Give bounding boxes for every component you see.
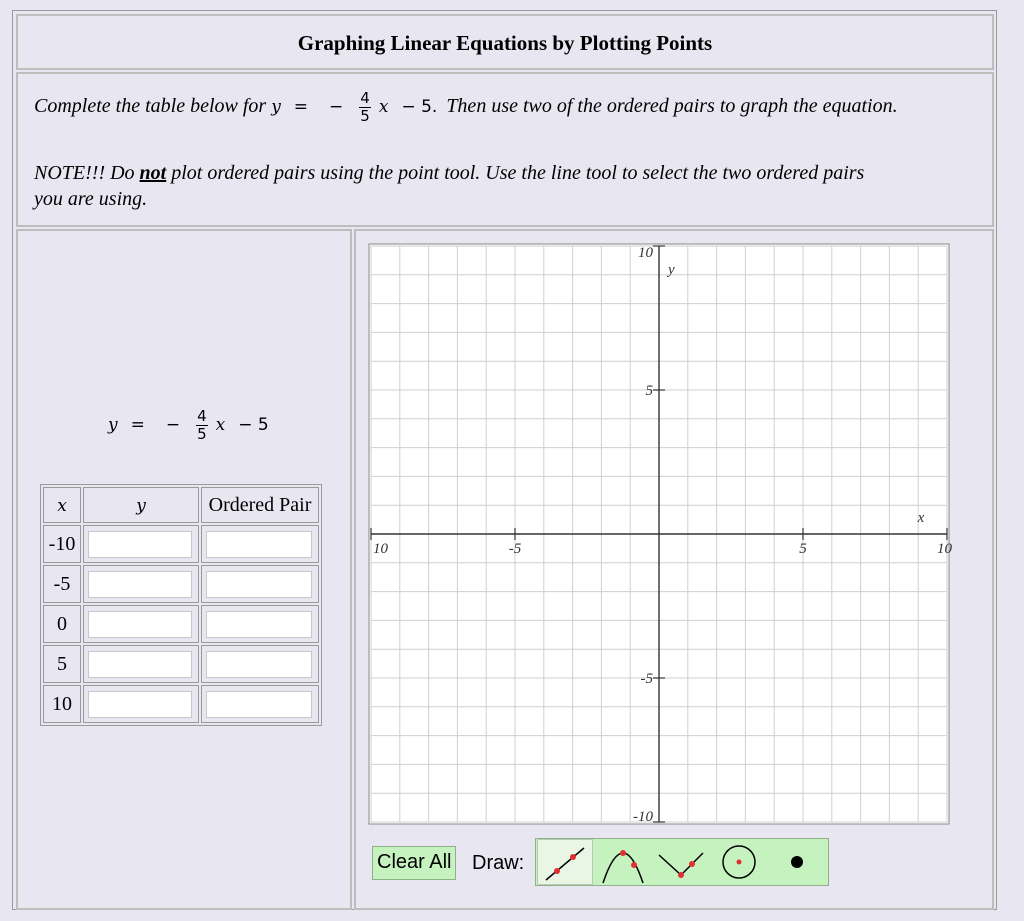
header-ordered-pair: Ordered Pair [201, 487, 319, 523]
note-emphasis: not [139, 162, 167, 184]
table-row [43, 605, 319, 643]
absolute-value-icon [653, 839, 709, 885]
x-value: 10 [43, 685, 81, 723]
x-tick-label: 10 [937, 541, 952, 557]
pair-cell [201, 525, 319, 563]
y-input[interactable] [88, 651, 192, 678]
instruction-equals: = [293, 97, 309, 118]
value-table [40, 484, 322, 726]
equation-numerator: 4 [197, 407, 207, 425]
x-value: -10 [43, 525, 81, 563]
table-header-row [43, 487, 319, 523]
x-tick-label: 10 [373, 541, 388, 557]
parabola-tool-button[interactable] [595, 839, 651, 885]
instruction-y: y [271, 97, 281, 118]
draw-tools [535, 838, 829, 886]
y-cell [83, 565, 199, 603]
x-value: 0 [43, 605, 81, 643]
y-input[interactable] [88, 611, 192, 638]
fraction-denominator: 5 [360, 107, 370, 125]
instruction-fraction [359, 90, 371, 125]
page-title: Graphing Linear Equations by Plotting Points [16, 14, 994, 70]
header-x: x [43, 487, 81, 523]
y-cell [83, 605, 199, 643]
pair-cell [201, 605, 319, 643]
equation-x: x [215, 415, 226, 436]
equation-fraction [196, 408, 208, 443]
y-tick-label: -10 [633, 809, 653, 825]
parabola-icon [595, 839, 651, 885]
equation-display [108, 408, 277, 443]
line-tool-icon [538, 840, 594, 886]
instruction-text-after: Then use two of the ordered pairs to graph the equation. [446, 95, 898, 118]
absolute-value-tool-button[interactable] [653, 839, 709, 885]
y-tick-label: 5 [645, 383, 653, 399]
note-line [34, 162, 864, 185]
x-tick-label: -5 [508, 541, 522, 557]
ordered-pair-input[interactable] [206, 691, 312, 718]
ordered-pair-input[interactable] [206, 611, 312, 638]
pair-cell [201, 565, 319, 603]
note-text-after: plot ordered pairs using the point tool. Use the line tool to select the two ordered pairs [171, 162, 865, 184]
y-input[interactable] [88, 531, 192, 558]
note-text: NOTE!!! Do [34, 162, 135, 184]
table-row [43, 645, 319, 683]
instruction-x: x [378, 97, 389, 118]
y-cell [83, 645, 199, 683]
note-line-2: you are using. [34, 188, 148, 210]
y-input[interactable] [88, 571, 192, 598]
y-axis-label: y [668, 262, 675, 278]
table-row [43, 685, 319, 723]
x-value: -5 [43, 565, 81, 603]
fraction-numerator: 4 [360, 89, 370, 107]
y-cell [83, 685, 199, 723]
instruction-minus-five: − 5. [401, 97, 438, 118]
draw-label: Draw: [472, 852, 525, 874]
equation-equals: = [130, 415, 145, 436]
instructions-panel [16, 72, 994, 227]
y-tick-label: 10 [638, 245, 653, 261]
coordinate-graph[interactable] [369, 244, 952, 825]
circle-icon [711, 839, 767, 885]
equation-denominator: 5 [197, 425, 207, 443]
instruction-line [34, 90, 898, 125]
instruction-minus: − [329, 97, 344, 118]
equation-y: y [108, 415, 118, 436]
equation-minus: − [165, 415, 181, 436]
pair-cell [201, 685, 319, 723]
table-row [43, 525, 319, 563]
point-icon [769, 839, 825, 885]
header-y: y [83, 487, 199, 523]
x-axis-label: x [917, 510, 925, 526]
circle-tool-button[interactable] [711, 839, 767, 885]
table-row [43, 565, 319, 603]
line-tool-button[interactable] [537, 839, 593, 885]
ordered-pair-input[interactable] [206, 531, 312, 558]
equation-tail: − 5 [238, 415, 269, 436]
y-tick-label: -5 [640, 671, 653, 687]
x-value: 5 [43, 645, 81, 683]
y-input[interactable] [88, 691, 192, 718]
ordered-pair-input[interactable] [206, 651, 312, 678]
y-cell [83, 525, 199, 563]
ordered-pair-input[interactable] [206, 571, 312, 598]
x-tick-label: 5 [799, 541, 807, 557]
point-tool-button[interactable] [769, 839, 825, 885]
clear-all-button[interactable]: Clear All [372, 846, 456, 880]
instruction-text: Complete the table below for [34, 95, 267, 118]
pair-cell [201, 645, 319, 683]
